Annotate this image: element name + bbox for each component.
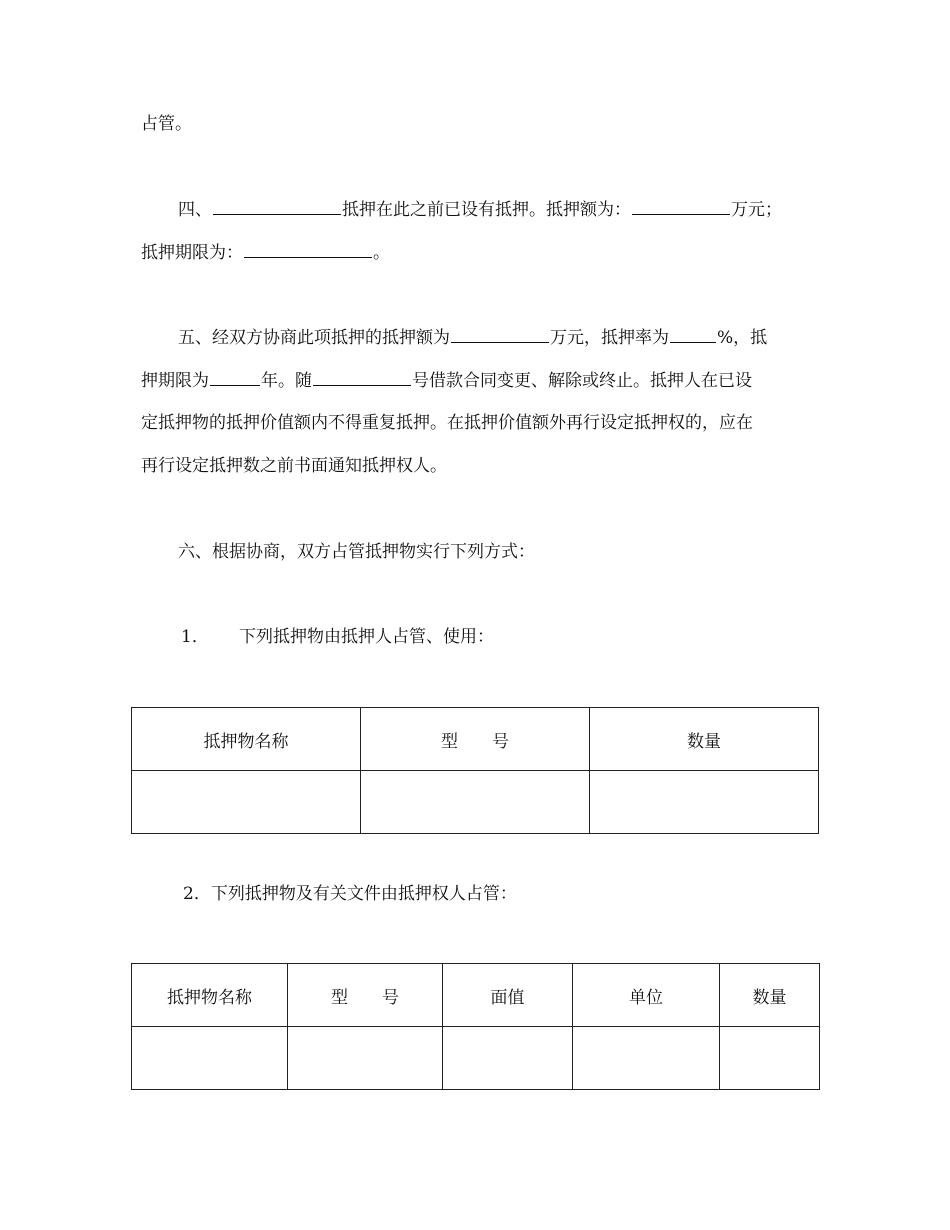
blank-field[interactable] <box>632 197 730 215</box>
clause-4-text: 抵押期限为： <box>141 243 243 263</box>
clause-5-text: 再行设定抵押数之前书面通知抵押权人。 <box>141 456 447 476</box>
blank-field[interactable] <box>313 368 411 386</box>
item-2-text: 2．下列抵押物及有关文件由抵押权人占管： <box>183 884 517 904</box>
blank-field[interactable] <box>213 197 341 215</box>
table-header-row <box>132 964 820 1027</box>
item-1-line <box>181 625 209 649</box>
blank-field[interactable] <box>244 240 372 258</box>
table-cell[interactable] <box>132 771 361 834</box>
blank-field[interactable] <box>451 325 549 343</box>
clause-5-line-1 <box>178 325 767 350</box>
table-cell[interactable] <box>573 1027 720 1090</box>
blank-field[interactable] <box>210 368 260 386</box>
table-header-cell: 数量 <box>590 708 819 771</box>
table-cell[interactable] <box>720 1027 820 1090</box>
clause-5-line-3 <box>141 411 753 435</box>
table-cell[interactable] <box>132 1027 288 1090</box>
table-row <box>132 1027 820 1090</box>
item-1-text: 下列抵押物由抵押人占管、使用： <box>239 627 494 647</box>
table-header-row <box>132 708 819 771</box>
clause-5-text: 定抵押物的抵押价值额内不得重复抵押。在抵押价值额外再行设定抵押权的，应在 <box>141 413 753 433</box>
blank-field[interactable] <box>670 325 716 343</box>
table-cell[interactable] <box>443 1027 573 1090</box>
continuation-text: 占管。 <box>141 114 192 134</box>
clause-5-text: 号借款合同变更、解除或终止。抵押人在已设 <box>412 371 752 391</box>
table-cell[interactable] <box>590 771 819 834</box>
table-header-cell: 抵押物名称 <box>132 964 288 1027</box>
clause-4-text: 抵押在此之前已设有抵押。抵押额为： <box>342 200 631 220</box>
table-header-cell: 抵押物名称 <box>132 708 361 771</box>
clause-4-text: 万元； <box>731 200 782 220</box>
table-cell[interactable] <box>361 771 590 834</box>
clause-5-text: 万元，抵押率为 <box>550 328 669 348</box>
clause-4-line-2 <box>141 240 390 265</box>
table-header-cell: 型 号 <box>361 708 590 771</box>
table-header-cell: 型 号 <box>288 964 443 1027</box>
clause-5-text: 年。随 <box>261 371 312 391</box>
item-1-text-line <box>239 625 494 649</box>
clause-5-text: 五、经双方协商此项抵押的抵押额为 <box>178 328 450 348</box>
clause-6-text: 六、根据协商，双方占管抵押物实行下列方式： <box>178 542 535 562</box>
clause-4-line-1 <box>178 197 782 222</box>
table-header-cell: 数量 <box>720 964 820 1027</box>
table-header-cell: 面值 <box>443 964 573 1027</box>
text-line-continuation <box>141 112 192 136</box>
table-cell[interactable] <box>288 1027 443 1090</box>
item-1-number: 1． <box>181 627 209 647</box>
clause-5-line-2 <box>141 368 752 393</box>
collateral-table-mortgagee <box>131 963 820 1090</box>
collateral-table-mortgagor <box>131 707 819 834</box>
table-row <box>132 771 819 834</box>
clause-5-text: 押期限为 <box>141 371 209 391</box>
clause-5-text: %，抵 <box>717 328 768 348</box>
clause-4-text: 。 <box>373 243 390 263</box>
clause-4-label: 四、 <box>178 200 212 220</box>
clause-5-line-4 <box>141 454 447 478</box>
table-header-cell: 单位 <box>573 964 720 1027</box>
item-2-line <box>183 882 517 906</box>
clause-6-line <box>178 540 535 564</box>
